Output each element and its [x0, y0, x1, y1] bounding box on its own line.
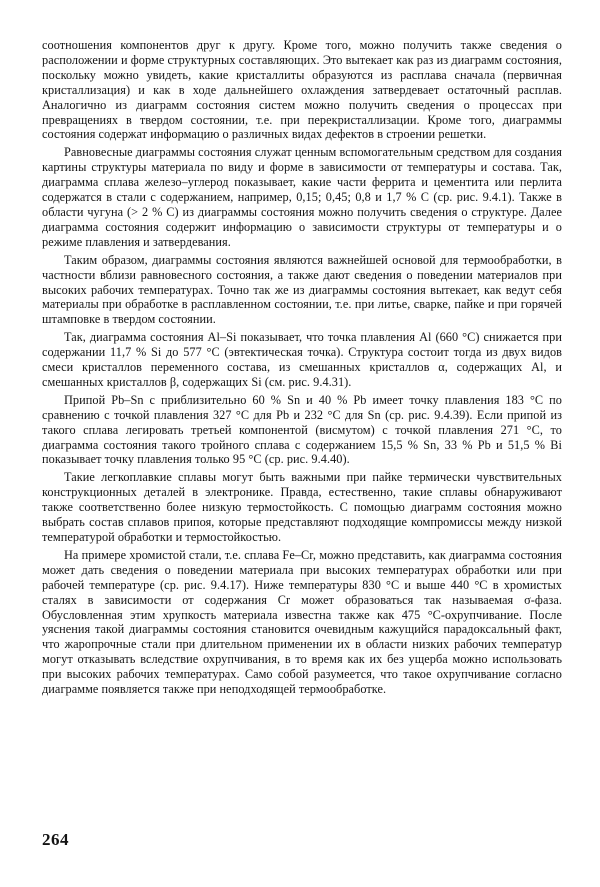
paragraph-low-melting-alloys: Такие легкоплавкие сплавы могут быть важными при пайке термически чувствительных конструкционных деталей в электронике. Правда, естественно, такие сплавы обнаруживают также соответственно более низкую термостойкость. С помощью диаграмм состояния можно выбрать состав сплавов припоя, которые представляют подходящие компромиссы между низкой температурой обработки и термостойкостью.: [42, 470, 562, 544]
page-number: 264: [42, 830, 69, 849]
paragraph-continuation: соотношения компонентов друг к другу. Кроме того, можно получить также сведения о расположении и форме структурных составляющих. Это вытекает как раз из диаграмм состояния, поскольку можно увидеть, какие кристаллиты образуются из расплава сначала (первичная кристаллизация) и как в ходе дальнейшего охлаждения затвердевает остаточный расплав. Аналогично из диаграмм состояния систем можно получить сведения о процессах при превращениях в твердом состоянии, т.е. при перекристаллизации. Кроме того, диаграммы состояния содержат информацию о различных видах дефектов в строении решетки.: [42, 38, 562, 142]
paragraph-pb-sn-solder: Припой Pb–Sn с приблизительно 60 % Sn и 40 % Pb имеет точку плавления 183 °С по сравнению с точкой плавления 327 °С для Pb и 232 °С для Sn (ср. рис. 9.4.39). Если припой из такого сплава легировать третьей компонентой (висмутом) с точкой плавления 271 °С, то диаграмма состояния такого тройного сплава с содержанием 15,5 % Sn, 33 % Pb и 51,5 % Bi показывает точку плавления только 95 °С (ср. рис. 9.4.40).: [42, 392, 562, 467]
body-text: [42, 38, 562, 697]
paragraph-al-si: Так, диаграмма состояния Al–Si показывает, что точка плавления Al (660 °С) снижается при содержании 11,7 % Si до 577 °С (эвтектическая точка). Структура состоит тогда из двух видов смеси кристаллов переменного состава, из смешанных кристаллов α, содержащих Al, и смешанных кристаллов β, содержащих Si (см. рис. 9.4.31).: [42, 330, 562, 389]
paragraph-heat-treatment: Таким образом, диаграммы состояния являются важнейшей основой для термообработки, в частности вблизи равновесного состояния, а также дают сведения о поведении материалов при высоких рабочих температурах. Точно так же из диаграммы состояния вытекает, как ведут себя материалы при обработке в расплавленном состоянии, т.е. при литье, сварке, пайке и при горячей штамповке в твердом состоянии.: [42, 252, 562, 327]
paragraph-equilibrium-diagrams: Равновесные диаграммы состояния служат ценным вспомогательным средством для создания картины структуры материала по виду и форме в зависимости от температуры и состава. Так, диаграмма сплава железо–углерод показывает, какие части феррита и цементита или перлита содержатся в стали с содержанием, например, 0,15; 0,45; 0,8 и 1,7 % С (ср. рис. 9.4.1). Также в области чугуна (> 2 % С) из диаграммы состояния можно получить сведения о структуре. Далее диаграмма состояния содержит информацию о зависимости структуры от температуры и о режиме плавления и затвердевания.: [42, 145, 562, 249]
book-page: [42, 38, 562, 878]
paragraph-fe-cr: На примере хромистой стали, т.е. сплава Fe–Cr, можно представить, как диаграмма состояния может дать сведения о поведении материала при высоких температурах обработки или при рабочей температуре (ср. рис. 9.4.17). Ниже температуры 830 °С и выше 440 °С в хромистых сталях в зависимости от содержания Cr может образоваться так называемая σ-фаза. Обусловленная этим хрупкость материала известна также как 475 °С-охрупчивание. После уяснения такой диаграммы состояния становится очевидным кажущийся парадоксальный факт, что жаропрочные стали при длительном применении их в области низких рабочих температур могут отказывать вследствие охрупчивания, в то время как их без ущерба можно использовать при высоких рабочих температурах. Само собой разумеется, что такое охрупчивание согласно диаграмме появляется также при неподходящей термообработке.: [42, 547, 562, 697]
